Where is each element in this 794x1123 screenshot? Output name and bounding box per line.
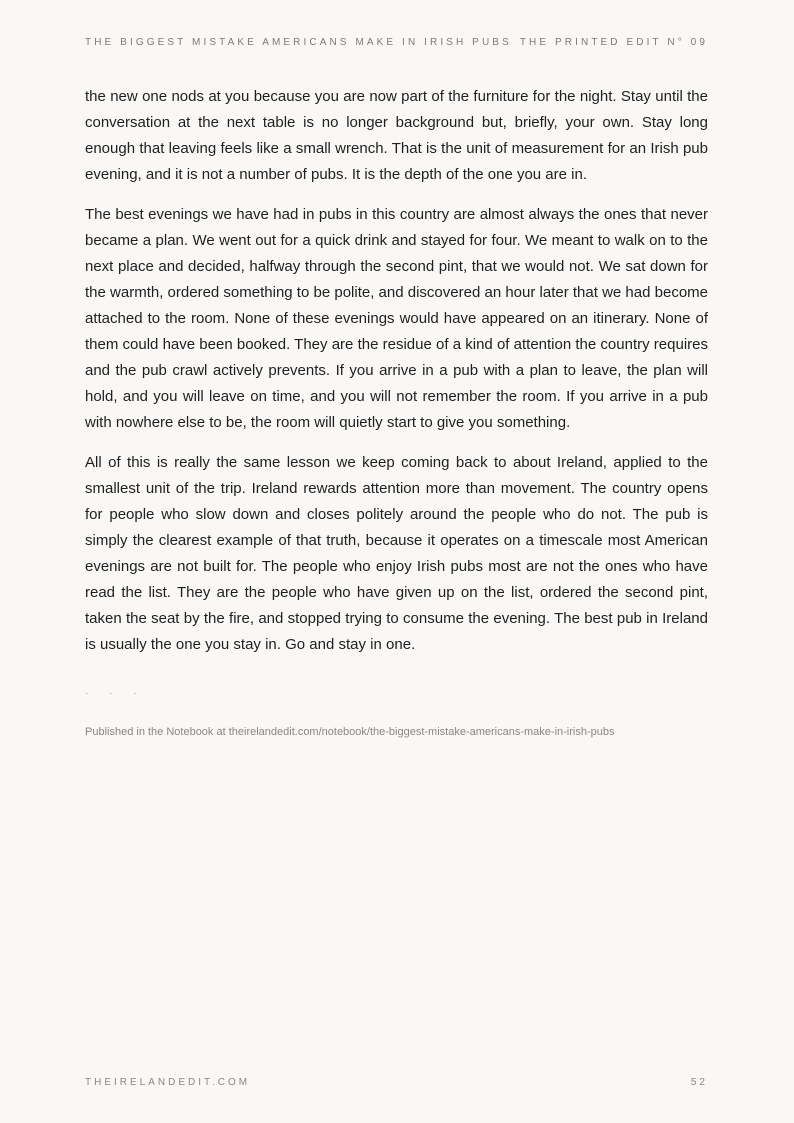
article-paragraph: the new one nods at you because you are now part of the furniture for the night. Stay until the conversation at the next table is no longer background but, briefly, your own. Stay long enough that leaving feels like a small wrench. That is the unit of measurement for an Irish pub evening, and it is not a number of pubs. It is the depth of the one you are in.	[85, 88, 708, 183]
article-paragraph: The best evenings we have had in pubs in this country are almost always the ones that never became a plan. We went out for a quick drink and stayed for four. We meant to walk on to the next place and decided, halfway through the second pint, that we would not. We sat down for the warmth, ordered something to be polite, and discovered an hour later that we had become attached to the room. None of these evenings would have appeared on an itinerary. None of them could have been booked. They are the residue of a kind of attention the country requires and the pub crawl actively prevents. If you arrive in a pub with a plan to leave, the plan will hold, and you will leave on time, and you will not remember the room. If you arrive in a pub with nowhere else to be, the room will quietly start to give you something.	[85, 206, 708, 431]
running-title: THE BIGGEST MISTAKE AMERICANS MAKE IN IRISH PUBS	[85, 37, 512, 48]
edition-label: THE PRINTED EDIT N° 09	[519, 37, 708, 48]
page-number: 52	[690, 1077, 708, 1088]
article-paragraph: All of this is really the same lesson we keep coming back to about Ireland, applied to the smallest unit of the trip. Ireland rewards attention more than movement. The country opens for people who slow down and closes politely around the people who do not. The pub is simply the clearest example of that truth, because it operates on a timescale most American evenings are not built for. The people who enjoy Irish pubs most are not the ones who have read the list. They are the people who have given up on the list, ordered the second pint, taken the seat by the fire, and stopped trying to consume the evening. The best pub in Ireland is usually the one you stay in. Go and stay in one.	[85, 454, 708, 653]
section-separator: · · ·	[85, 688, 146, 699]
running-header	[85, 37, 708, 51]
published-note: Published in the Notebook at theirelandedit.com/notebook/the-biggest-mistake-americans-make-in-irish-pubs	[85, 726, 615, 738]
article-body	[85, 84, 708, 672]
footer-site-name: THEIRELANDEDIT.COM	[85, 1077, 251, 1088]
